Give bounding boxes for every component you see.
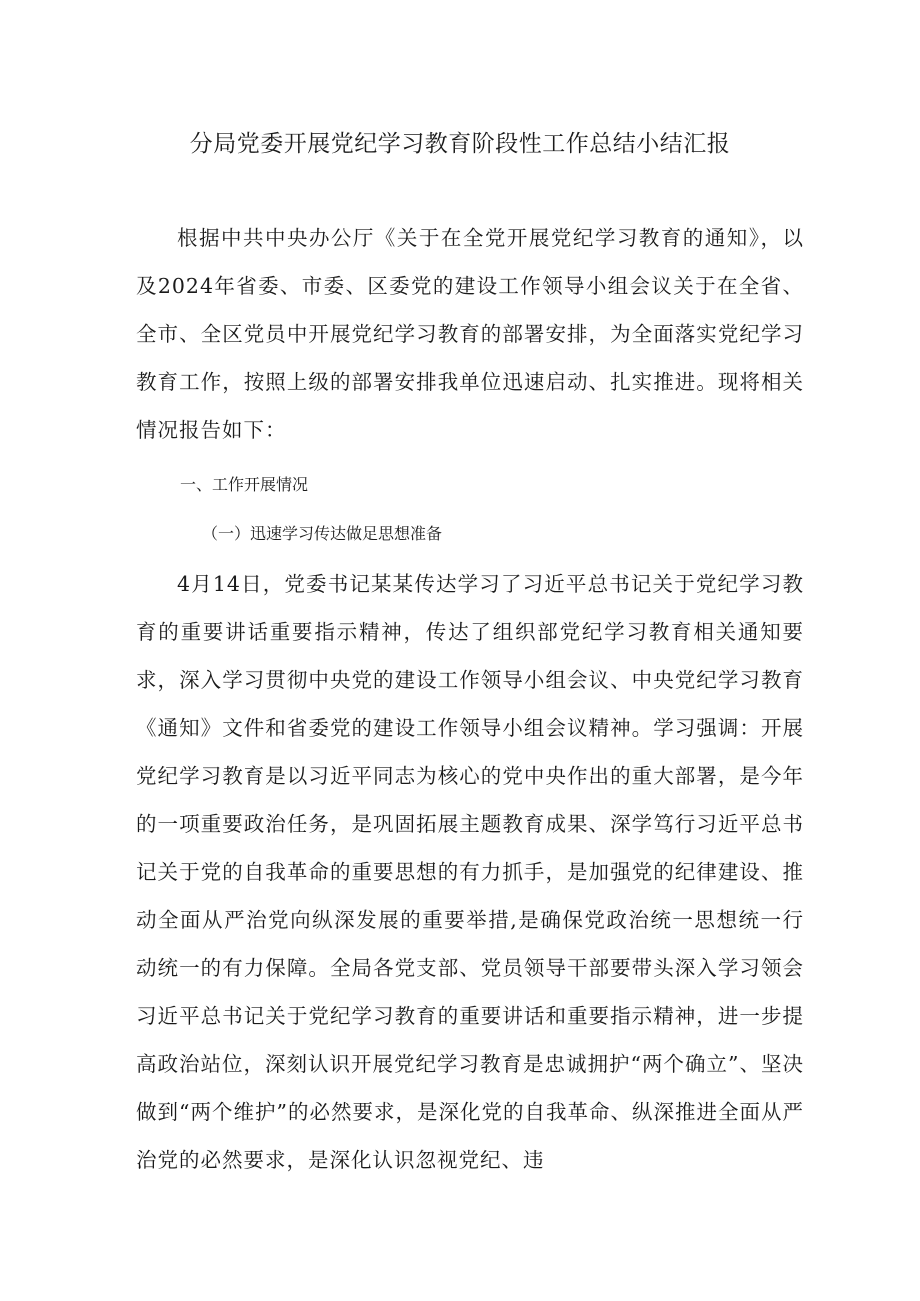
body-paragraph: 4月14日，党委书记某某传达学习了习近平总书记关于党纪学习教育的重要讲话重要指示精神，传达了组织部党纪学习教育相关通知要求，深入学习贯彻中央党的建设工作领导小组会议、中央党纪学习教育《通知》文件和省委党的建设工作领导小组会议精神。学习强调：开展党纪学习教育是以习近平同志为核心的党中央作出的重大部署，是今年的一项重要政治任务，是巩固拓展主题教育成果、深学笃行习近平总书记关于党的自我革命的重要思想的有力抓手，是加强党的纪律建设、推动全面从严治党向纵深发展的重要举措,是确保党政治统一思想统一行动统一的有力保障。全局各党支部、党员领导干部要带头深入学习领会习近平总书记关于党纪学习教育的重要讲话和重要指示精神，进一步提高政治站位，深刻认识开展党纪学习教育是忠诚拥护“两个确立”、坚决做到“两个维护”的必然要求，是深化党的自我革命、纵深推进全面从严治党的必然要求，是深化认识忽视党纪、违 xyxy=(136,572,804,1172)
document-title: 分局党委开展党纪学习教育阶段性工作总结小结汇报 xyxy=(189,131,731,157)
subsection-heading: （一）迅速学习传达做足思想准备 xyxy=(202,524,443,543)
section-heading: 一、工作开展情况 xyxy=(180,475,309,494)
intro-paragraph: 根据中共中央办公厅《关于在全党开展党纪学习教育的通知》，以及2024年省委、市委、区委党的建设工作领导小组会议关于在全省、全市、全区党员中开展党纪学习教育的部署安排，为全面落实党纪学习教育工作，按照上级的部署安排我单位迅速启动、扎实推进。现将相关情况报告如下： xyxy=(136,226,804,442)
